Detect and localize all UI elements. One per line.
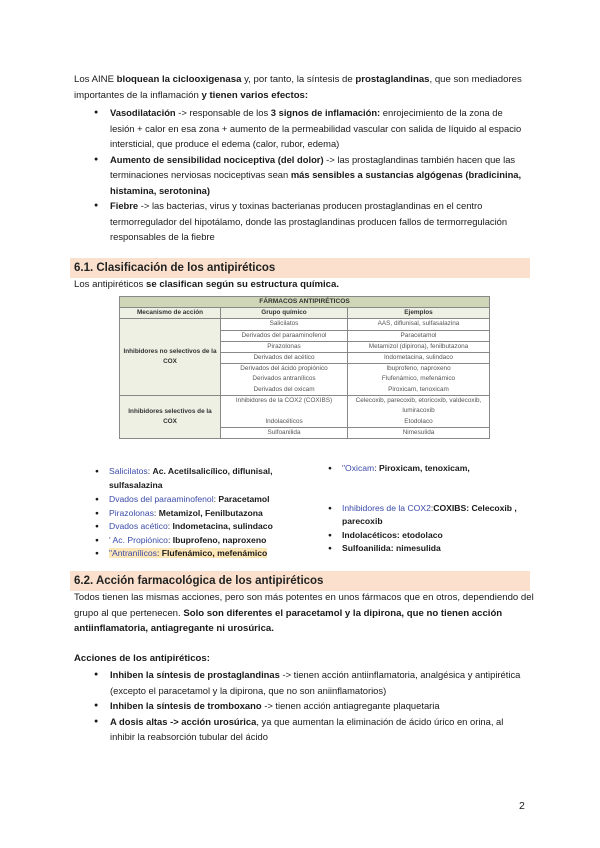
effect-text: -> las bacterias, virus y toxinas bacterianas producen prostaglandinas en el centro termorregulador del hipotálamo, donde las prostaglandinas producen fallos de termorregulación responsables de la fiebre [110, 200, 508, 242]
group-cell: Pirazolonas [221, 341, 348, 352]
example-cell: Paracetamol [348, 330, 490, 341]
group-name: Salicilatos [109, 466, 148, 476]
example-cell: Ibuprofeno, naproxeno [348, 364, 490, 375]
table-row [120, 319, 490, 330]
group-name: Dvados acético [109, 521, 168, 531]
action-text: -> tienen acción antiagregante plaquetaria [261, 700, 440, 711]
list-item [94, 507, 294, 521]
table-header: Grupo químico [221, 308, 348, 319]
drug-names: Ac. Acetilsalicílico, diflunisal, sulfasalazina [109, 466, 273, 490]
drug-names: Ibuprofeno, naproxeno [172, 534, 267, 545]
table-header: Ejemplos [348, 308, 490, 319]
action-bold: Inhiben la síntesis de tromboxano [110, 700, 262, 711]
group-name: "Antranílicos [109, 548, 157, 558]
list-item [327, 502, 532, 529]
list-item [327, 542, 532, 556]
example-cell: Celecoxib, parecoxib, etoricoxib, valdecoxib, lumiracoxib [348, 395, 490, 416]
intro-bold-3: y tienen varios efectos: [201, 89, 309, 101]
action-bold: Inhiben la síntesis de prostaglandinas [110, 669, 280, 680]
right-drug-list [327, 462, 532, 556]
example-cell: Indometacina, sulindaco [348, 352, 490, 363]
effects-list [88, 105, 528, 245]
separator: : [374, 463, 379, 473]
group-cell: Salicilatos [221, 319, 348, 330]
drug-names: Indolacéticos: etodolaco [342, 529, 443, 540]
group-cell: Sulfoanilida [221, 427, 348, 438]
drug-names: COXIBS: Celecoxib , parecoxib [342, 502, 517, 526]
drug-names: Indometacina, sulindaco [172, 521, 273, 531]
effect-bold: más sensibles a sustancias algógenas (bradicinina, histamina, serotonina) [110, 169, 522, 196]
example-cell: Flufenámico, mefenámico [348, 374, 490, 384]
action-bold: A dosis altas -> acción urosúrica [110, 715, 257, 727]
list-item [327, 462, 532, 476]
effect-text: -> las prostaglandinas también hacen que las terminaciones nerviosas nociceptivas sean [110, 153, 516, 180]
list-item [94, 534, 294, 548]
group-cell: Inhibidores de la COX2 (COXIBS) [221, 395, 348, 416]
group-cell: Derivados del oxicam [221, 385, 348, 396]
group-cell: Derivados antranílicos [221, 374, 348, 384]
drug-names: Paracetamol [218, 494, 270, 504]
list-item [88, 198, 528, 245]
group-name: Dvados del paraaminofenol [109, 494, 214, 504]
subtitle-text: Los antipiréticos [74, 279, 146, 290]
action-text: -> tienen acción antiinflamatoria, analgésica y antipirética (excepto el paracetamol y la dipirona, que no son aniinflamatorios) [110, 669, 521, 696]
separator: : [147, 466, 153, 476]
table-row [120, 395, 490, 416]
table-title: FÁRMACOS ANTIPIRÉTICOS [120, 297, 490, 308]
list-item [88, 714, 528, 745]
section-2-paragraph [74, 590, 534, 637]
list-item [94, 493, 294, 507]
effect-lead: Vasodilatación [110, 107, 176, 118]
effect-rest: enrojecimiento de la zona de lesión + calor en esa zona + aumento de la permeabilidad vascular con salida de líquido al espacio intersticial, que produce el edema (calor, rubor, edema) [110, 107, 522, 149]
group-name: Pirazolonas [109, 507, 154, 518]
group-cell: Derivados del ácido propiónico [221, 364, 348, 375]
list-item [94, 547, 294, 561]
example-cell: Nimesulida [348, 427, 490, 438]
antipyretics-table [119, 296, 490, 439]
list-item [94, 520, 294, 534]
example-cell: Metamizol (dipirona), fenilbutazona [348, 341, 490, 352]
intro-text-1: Los AINE [74, 74, 117, 85]
list-item [88, 698, 528, 714]
intro-paragraph [74, 72, 534, 103]
separator: : [167, 534, 173, 545]
section-heading-6-1: 6.1. Clasificación de los antipiréticos [70, 258, 530, 278]
list-item [94, 465, 294, 492]
list-item [88, 667, 528, 698]
separator: : [156, 548, 162, 558]
mechanism-cell: Inhibidores selectivos de la COX [120, 395, 221, 438]
effect-bold: 3 signos de inflamación: [270, 107, 381, 118]
drug-names: Sulfoanilida: nimesulida [342, 543, 441, 553]
intro-bold-2: prostaglandinas [355, 74, 430, 85]
separator: : [213, 494, 219, 504]
actions-title: Acciones de los antipiréticos: [74, 653, 210, 664]
group-name: "Oxicam [342, 463, 375, 473]
list-item [327, 529, 532, 543]
group-cell: Derivados del paraaminofenol [221, 330, 348, 341]
effect-lead: Aumento de sensibilidad nociceptiva (del dolor) [110, 153, 324, 165]
example-cell: Piroxicam, tenoxicam [348, 385, 490, 396]
section-1-subtitle [74, 277, 339, 293]
drug-names: Piroxicam, tenoxicam, [378, 463, 470, 473]
drug-names: Metamizol, Fenilbutazona [158, 507, 263, 518]
subtitle-bold: se clasifican según su estructura química. [146, 279, 340, 290]
example-cell: AAS, diflunisal, sulfasalazina [348, 319, 490, 330]
effect-lead: Fiebre [110, 200, 139, 211]
section-heading-6-2: 6.2. Acción farmacológica de los antipiréticos [70, 571, 530, 591]
intro-text-2: y, por tanto, la síntesis de [241, 74, 356, 85]
separator: : [153, 507, 159, 518]
list-item [88, 152, 528, 199]
group-cell: Indolacéticos [221, 417, 348, 428]
action-text: , ya que aumentan la eliminación de ácido úrico en orina, al inhibir la reabsorción tubular del ácido [110, 715, 504, 742]
group-name: ' Ac. Propiónico [109, 534, 168, 545]
effect-text: -> responsable de los [175, 107, 271, 118]
paragraph-bold: Solo son diferentes el paracetamol y la dipirona, que no tienen acción antiinflamatoria, antiagregante ni urosúrica. [74, 607, 503, 634]
left-drug-list [94, 465, 294, 561]
drug-names: Flufenámico, mefenámico [161, 548, 268, 558]
intro-text-3: , que son mediadores importantes de la inflamación [74, 74, 522, 101]
page-number: 2 [519, 800, 525, 812]
paragraph-text: Todos tienen las mismas acciones, pero son más potentes en unos fármacos que en otros, dependiendo del grupo al que pertenecen. [74, 592, 534, 619]
table-header: Mecanismo de acción [120, 308, 221, 319]
list-item [88, 105, 528, 152]
actions-list [88, 667, 528, 745]
example-cell: Etodolaco [348, 417, 490, 428]
separator: : [167, 521, 173, 531]
intro-bold-1: bloquean la ciclooxigenasa [116, 74, 242, 85]
separator: : [430, 502, 434, 513]
mechanism-cell: Inhibidores no selectivos de la COX [120, 319, 221, 395]
group-cell: Derivados del acético [221, 352, 348, 363]
group-name: Inhibidores de la COX2 [342, 502, 431, 513]
